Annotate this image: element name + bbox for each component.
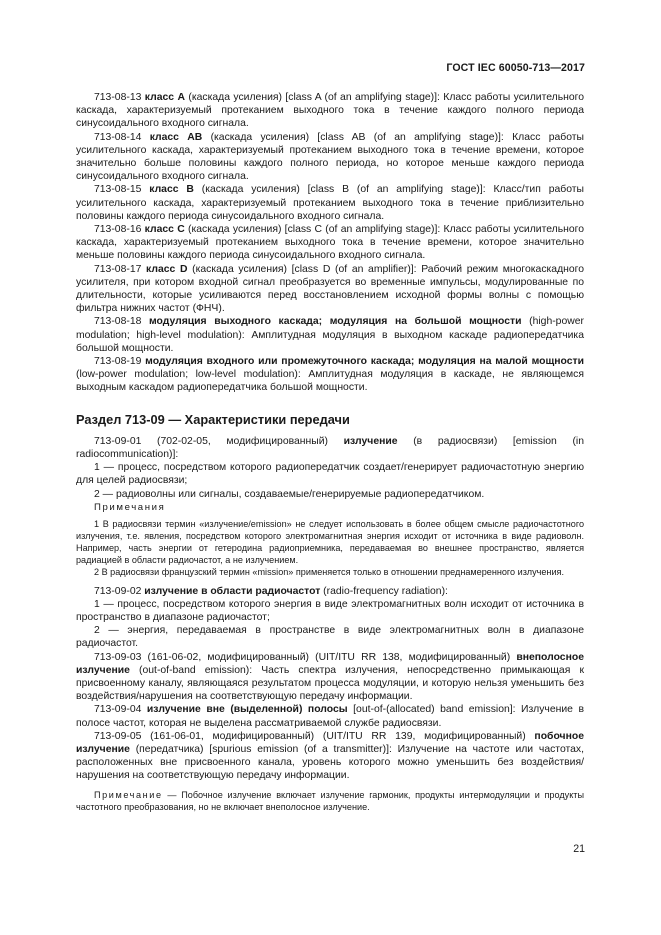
term-entry-713-08-15 xyxy=(76,183,584,223)
entry-term: излучение xyxy=(343,435,398,447)
section-heading: Раздел 713-09 — Характеристики передачи xyxy=(76,411,350,427)
entry-definition: (каскада усиления) [class C (of an amplifying stage)]: Класс работы усилительного каскада, характеризуемый протеканием выходного тока в течение времени, которое значительно меньше половины каждого периода синусоидального входного сигнала. xyxy=(76,224,584,262)
note-2: 2 В радиосвязи французский термин «mission» применяется только в отношении преднамеренного излучения. xyxy=(94,567,564,578)
definition-item-2: 2 — радиоволны или сигналы, создаваемые/генерируемые радиопередатчиком. xyxy=(94,488,485,500)
entry-code: 713-08-17 xyxy=(94,263,142,275)
entry-code: 713-08-18 xyxy=(94,316,142,328)
notes-title: Примечания xyxy=(94,501,166,513)
entry-term: класс D xyxy=(146,263,188,275)
entry-code: 713-09-05 (161-06-01, модифицированный) (UIT/ITU RR 139, модифицированный) xyxy=(94,730,535,742)
entry-code: 713-09-03 (161-06-02, модифицированный) (UIT/ITU RR 138, модифицированный) xyxy=(94,651,517,663)
entry-code: 713-08-19 xyxy=(94,356,142,368)
entry-term: класс С xyxy=(144,224,185,236)
entry-term: излучение в области радиочастот xyxy=(144,585,321,597)
entry-code: 713-08-15 xyxy=(94,184,142,196)
entry-term: побочное излучение xyxy=(76,730,584,755)
term-entry-713-08-16 xyxy=(76,223,584,263)
entry-definition: (каскада усиления) [class A (of an amplifying stage)]: Класс работы усилительного каскада, характеризуемый протеканием выходного тока в течение каждого полного периода синусоидального входного сигнала. xyxy=(76,92,585,130)
entry-term: класс А xyxy=(144,92,185,103)
note-text: — Побочное излучение включает излучение гармоник, продукты интермодуляции и продукты частотного преобразования, но не включает внеполосное излучение. xyxy=(76,789,584,812)
term-entry-713-09-05 xyxy=(76,730,584,783)
term-entry-713-08-17 xyxy=(76,263,584,316)
entry-code: 713-09-02 xyxy=(94,585,145,597)
final-note xyxy=(76,789,584,813)
term-entry-713-08-14 xyxy=(76,131,584,184)
page-number: 21 xyxy=(573,843,585,855)
entry-code: 713-09-04 xyxy=(94,704,147,716)
entry-term: класс В xyxy=(149,184,194,196)
entry-term: модуляция входного или промежуточного каскада; модуляция на малой мощности xyxy=(145,356,584,368)
standard-header: ГОСТ IEC 60050-713—2017 xyxy=(446,62,585,74)
entry-definition: (каскада усиления) [class D (of an amplifier)]: Рабочий режим многокаскадного усилителя, при котором входной сигнал преобразуется во временные импульсы, модулированные по длительности, которые усиливаются перед восстановлением исходной формы волны с помощью фильтра нижних частот (ФНЧ). xyxy=(76,263,584,315)
entry-definition: (radio-frequency radiation): xyxy=(320,585,448,597)
entry-code: 713-08-13 xyxy=(94,92,142,103)
page-content xyxy=(76,91,584,813)
term-entry-713-08-19 xyxy=(76,355,584,395)
entry-definition: (high-power modulation; high-level modulation): Амплитудная модуляция в выходном каскаде радиопередатчика большой мощности. xyxy=(76,316,584,354)
entry-code: 713-08-16 xyxy=(94,224,142,236)
entry-definition: (каскада усиления) [class AB (of an amplifying stage)]: Класс работы усилительного каскада, характеризуемый протеканием выходного тока в течение времени, которое значительно больше половины каждого полного периода, но которое меньше каждого периода синусоидального входного сигнала. xyxy=(76,131,584,183)
entry-code: 713-09-01 (702-02-05, модифицированный) xyxy=(94,435,344,447)
entry-definition: (передатчика) [spurious emission (of a transmitter)]: Излучение на частоте или частотах, расположенных вне присвоенного канала, уровень которого можно уменьшить без воздействия/нарушения на соответствующую передачу информации. xyxy=(76,744,584,782)
term-entry-713-08-18 xyxy=(76,315,584,355)
entry-term: излучение вне (выделенной) полосы xyxy=(146,704,348,716)
note-title: Примечание xyxy=(94,789,163,800)
entry-definition: (каскада усиления) [class B (of an amplifying stage)]: Класс/тип работы усилительного каскада, характеризуемый протеканием выходного тока в течение приблизительно половины каждого периода синусоидального входного сигнала. xyxy=(76,184,584,222)
entry-definition: (out-of-band emission): Часть спектра излучения, непосредственно примыкающая к присвоенному каналу, являющаяся результатом процесса модуляции, и которую нельзя уменьшить без воздействия/нарушения на соответствующую передачу информации. xyxy=(76,664,584,703)
entry-definition: [out-of-(allocated) band emission]: Излучение в полосе частот, которая не выделена рассматриваемой службе радиосвязи. xyxy=(76,704,584,729)
term-entry-713-09-03 xyxy=(76,651,584,704)
entry-term: модуляция выходного каскада; модуляция на большой мощности xyxy=(148,316,522,328)
term-entry-713-09-04 xyxy=(76,703,584,729)
entry-code: 713-08-14 xyxy=(94,131,142,143)
definition-item-2: 2 — энергия, передаваемая в пространстве в виде электромагнитных волн в диапазоне радиочастот. xyxy=(76,625,584,650)
entry-term: класс АВ xyxy=(149,131,203,143)
entry-term: внеполосное излучение xyxy=(76,651,584,676)
term-entry-713-08-13 xyxy=(76,91,584,131)
term-entry-713-09-01 xyxy=(76,435,584,461)
definition-item-1: 1 — процесс, посредством которого радиопередатчик создает/генерирует радиочастотную энергию для целей радиосвязи; xyxy=(76,462,584,487)
entry-definition: (в радиосвязи) [emission (in radiocommunication)]: xyxy=(76,435,584,461)
entry-definition: (low-power modulation; low-level modulation): Амплитудная модуляция в каскаде, не являющемся выходным каскадом радиопередатчика большой мощности. xyxy=(76,369,584,394)
term-entry-713-09-02 xyxy=(76,585,584,598)
definition-item-1: 1 — процесс, посредством которого энергия в виде электромагнитных волн исходит от источника в пространство в диапазоне радиочастот; xyxy=(76,598,584,623)
note-1: 1 В радиосвязи термин «излучение/emission» не следует использовать в более общем смысле радиочастотного излучения, т.е. явления, посредством которого электромагнитная энергия исходит от источника в виде радиоволн. Например, часть энергии от гетеродина радиоприемника, передаваемая во внешнее пространство, является радиацией в области радиочастот, а не излучением. xyxy=(76,519,584,566)
